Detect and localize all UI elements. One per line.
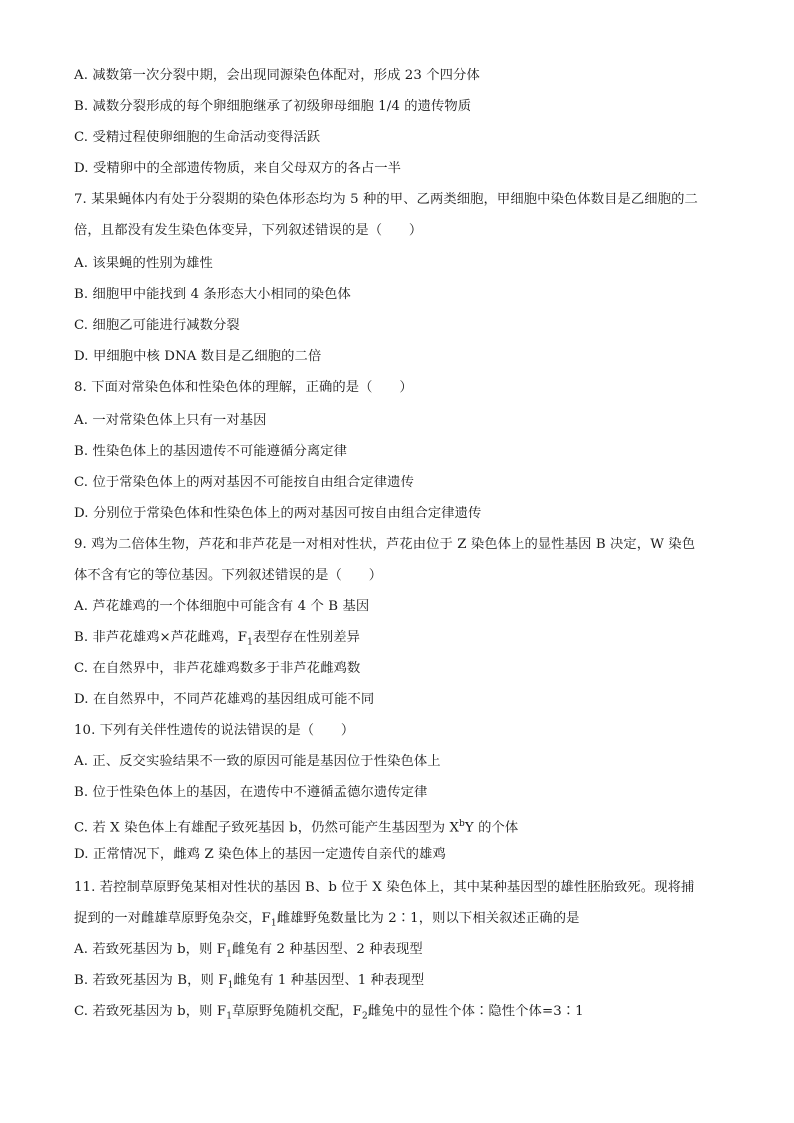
q7-option-b: B. 细胞甲中能找到 4 条形态大小相同的染色体 [74, 287, 351, 302]
q7-option-a: A. 该果蝇的性别为雄性 [74, 256, 213, 271]
q7-option-d: D. 甲细胞中核 DNA 数目是乙细胞的二倍 [74, 349, 322, 364]
q10-option-a: A. 正、反交实验结果不一致的原因可能是基因位于性染色体上 [74, 754, 441, 769]
q10-option-d: D. 正常情况下，雌鸡 Z 染色体上的基因一定遗传自亲代的雄鸡 [74, 847, 446, 862]
q7-stem-line-1: 7. 某果蝇体内有处于分裂期的染色体形态均为 5 种的甲、乙两类细胞，甲细胞中染色体数目是乙细胞的二 [74, 192, 698, 207]
q7-option-c: C. 细胞乙可能进行减数分裂 [74, 318, 240, 333]
q9-stem-line-2: 体不含有它的等位基因。下列叙述错误的是（ ） [74, 568, 383, 583]
q8-stem: 8. 下面对常染色体和性染色体的理解，正确的是（ ） [74, 380, 413, 395]
q7-stem-line-2: 倍，且都没有发生染色体变异，下列叙述错误的是（ ） [74, 223, 423, 238]
q11-option-a: A. 若致死基因为 b，则 $F_1$雌兔有 2 种基因型、2 种表现型 [74, 942, 423, 960]
q6-option-c: C. 受精过程使卵细胞的生命活动变得活跃 [74, 130, 321, 145]
q9-option-d: D. 在自然界中，不同芦花雄鸡的基因组成可能不同 [74, 692, 375, 707]
q9-option-c: C. 在自然界中，非芦花雄鸡数多于非芦花雌鸡数 [74, 661, 361, 676]
q9-stem-line-1: 9. 鸡为二倍体生物，芦花和非芦花是一对相对性状，芦花由位于 Z 染色体上的显性基因 B 决定，W 染色 [74, 537, 696, 552]
q11-stem-line-1: 11. 若控制草原野兔某相对性状的基因 B、b 位于 X 染色体上，其中某种基因型的雄性胚胎致死。现将捕 [74, 880, 695, 895]
q8-option-b: B. 性染色体上的基因遗传不可能遵循分离定律 [74, 444, 348, 459]
q8-option-c: C. 位于常染色体上的两对基因不可能按自由组合定律遗传 [74, 475, 414, 490]
q8-option-a: A. 一对常染色体上只有一对基因 [74, 413, 267, 428]
q11-option-b: B. 若致死基因为 B，则 $F_1$雌兔有 1 种基因型、1 种表现型 [74, 973, 425, 991]
q10-option-c: C. 若 X 染色体上有雄配子致死基因 b，仍然可能产生基因型为 $X^bY$ 的个体 [74, 819, 519, 836]
q6-option-d: D. 受精卵中的全部遗传物质，来自父母双方的各占一半 [74, 161, 402, 176]
q8-option-d: D. 分别位于常染色体和性染色体上的两对基因可按自由组合定律遗传 [74, 506, 482, 521]
q10-stem: 10. 下列有关伴性遗传的说法错误的是（ ） [74, 723, 355, 738]
q9-option-b: B. 非芦花雄鸡×芦花雌鸡，$F_1$表型存在性别差异 [74, 630, 361, 648]
q6-option-b: B. 减数分裂形成的每个卵细胞继承了初级卵母细胞 1/4 的遗传物质 [74, 99, 472, 114]
q6-option-a: A. 减数第一次分裂中期，会出现同源染色体配对，形成 23 个四分体 [74, 68, 480, 83]
q11-stem-line-2: 捉到的一对雌雄草原野兔杂交，$F_1$雌雄野兔数量比为 2∶1，则以下相关叙述正确的是 [74, 911, 580, 929]
q10-option-b: B. 位于性染色体上的基因，在遗传中不遵循孟德尔遗传定律 [74, 785, 428, 800]
q11-option-c: C. 若致死基因为 b，则 $F_1$草原野兔随机交配，$F_2$雌兔中的显性个体∶隐性个体=3∶1 [74, 1004, 584, 1022]
q9-option-a: A. 芦花雄鸡的一个体细胞中可能含有 4 个 B 基因 [74, 599, 370, 614]
